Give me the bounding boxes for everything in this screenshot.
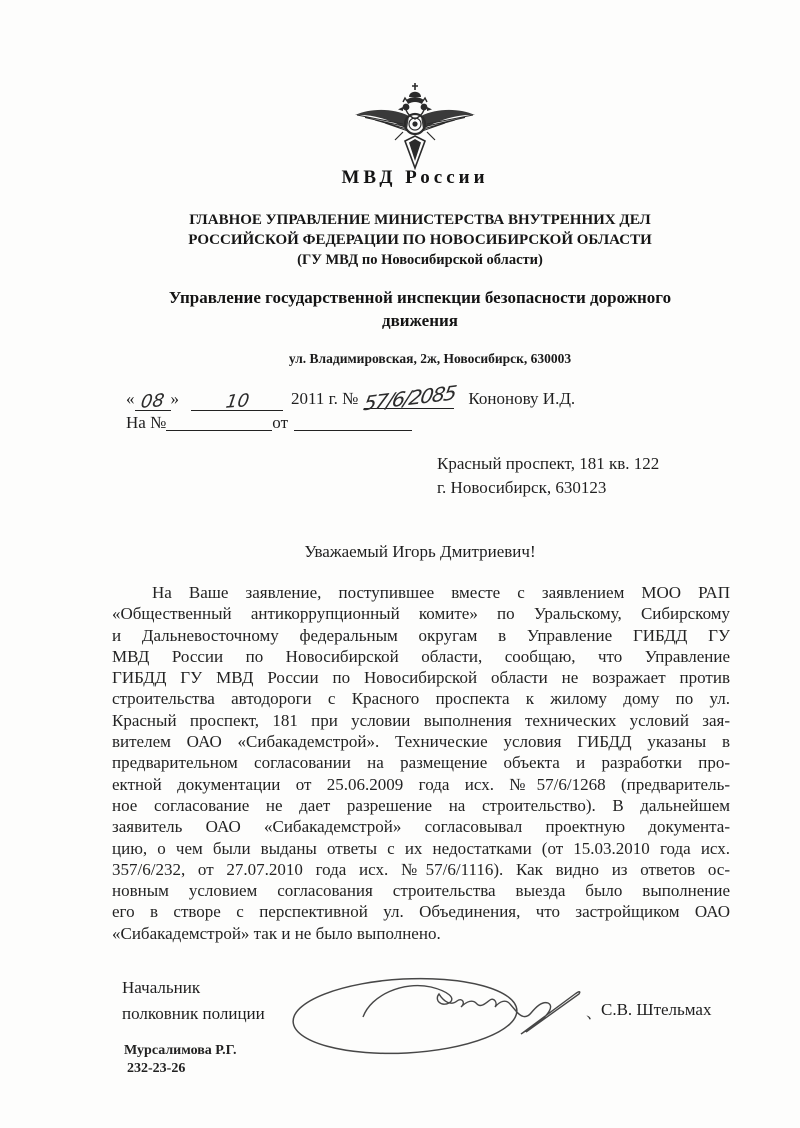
body-line: «Сибакадемстрой» так и не было выполнено. [112,923,441,943]
reference-block [126,380,576,434]
year-number-label: 2011 г. № [291,389,359,408]
body-line: вителем ОАО «Сибакадемстрой». Технические условия ГИБДД указаны в [112,732,730,752]
recipient-street: Красный проспект, 181 кв. 122 [437,454,660,473]
signer-position-block [122,975,265,1027]
outgoing-number-field [361,380,458,416]
recipient-city: г. Новосибирск, 630123 [437,478,607,497]
day-field [135,391,171,411]
quote-close: » [170,389,179,408]
body-line: заявитель ОАО «Сибакадемстрой» согласовывал проектную документа- [112,817,730,837]
executor-name: Мурсалимова Р.Г. [124,1043,237,1058]
incoming-from-label: от [272,413,289,432]
org-name-line2: РОССИЙСКОЙ ФЕДЕРАЦИИ ПО НОВОСИБИРСКОЙ ОБЛАСТИ [188,232,652,248]
body-line: ектной документации от 25.06.2009 года исх. №57/6/1268 (предваритель- [112,774,730,794]
body-line: строительства автодороги с Красного проспекта к жилому дому по ул. [112,689,730,709]
body-line: Красный проспект, 181 при условии выполнения технических условий зая- [112,710,730,730]
handwritten-day: 08 [139,390,166,413]
body-line: новным условием согласования строительства выезда было выполнение [112,881,730,901]
body-line: предварительном согласовании на размещение объекта и разработки про- [112,753,730,773]
body-line: его в створе с перспективной ул. Объединения, что застройщиком ОАО [112,902,730,922]
org-abbreviation: МВД России [341,167,489,188]
body-line: и Дальневосточному федеральным округам в Управление ГИБДД ГУ [112,625,730,645]
org-name-block [90,210,750,270]
addressee-short-name: Кононову И.Д. [468,389,576,408]
salutation: Уважаемый Игорь Дмитриевич! [304,542,536,561]
division-title [80,286,760,332]
org-postal-address: ул. Владимировская, 2ж, Новосибирск, 630003 [288,351,572,366]
incoming-line [126,411,575,434]
body-line: ное согласование не дает разрешение на строительство). В дальнейшем [112,795,730,815]
handwritten-signature-icon [285,973,591,1057]
mvd-eagle-emblem-icon [353,82,477,170]
incoming-number-label: На № [126,413,167,432]
org-name-short: (ГУ МВД по Новосибирской области) [297,252,543,268]
org-name-line1: ГЛАВНОЕ УПРАВЛЕНИЕ МИНИСТЕРСТВА ВНУТРЕННИХ ДЕЛ [189,212,651,228]
stray-comma-mark: 、 [586,1005,603,1022]
signer-position-line2: полковник полиции [122,1004,265,1023]
division-line2: движения [381,311,458,330]
body-line: ГИБДД ГУ МВД России по Новосибирской области не возражает против [112,668,730,688]
body-line: МВД России по Новосибирской области, сообщаю, что Управление [112,646,730,666]
outgoing-line [126,380,576,416]
letter-body [112,582,730,944]
body-line: На Ваше заявление, поступившее вместе с заявлением МОО РАП [152,583,730,602]
recipient-address-block [437,452,659,500]
signer-name: С.В. Штельмах [601,1000,712,1019]
executor-block [124,1042,236,1077]
incoming-date-field [294,411,412,431]
handwritten-outgoing-number: 57/6/2085 [361,380,458,416]
body-line: цию, о чем были выданы ответы с их недостатками (от 15.03.2010 года исх. [112,838,730,858]
quote-open: « [126,389,135,408]
handwritten-month: 10 [223,390,251,413]
body-line: 357/6/232, от 27.07.2010 года исх. №57/6/1116). Как видно из ответов ос- [112,859,730,879]
signer-position-line1: Начальник [122,978,201,997]
month-field [191,391,283,411]
body-line: «Общественный антикоррупционный комите» по Уральскому, Сибирскому [112,604,730,624]
incoming-number-field [166,411,272,431]
executor-phone: 232-23-26 [127,1060,186,1076]
division-line1: Управление государственной инспекции безопасности дорожного [168,288,672,307]
